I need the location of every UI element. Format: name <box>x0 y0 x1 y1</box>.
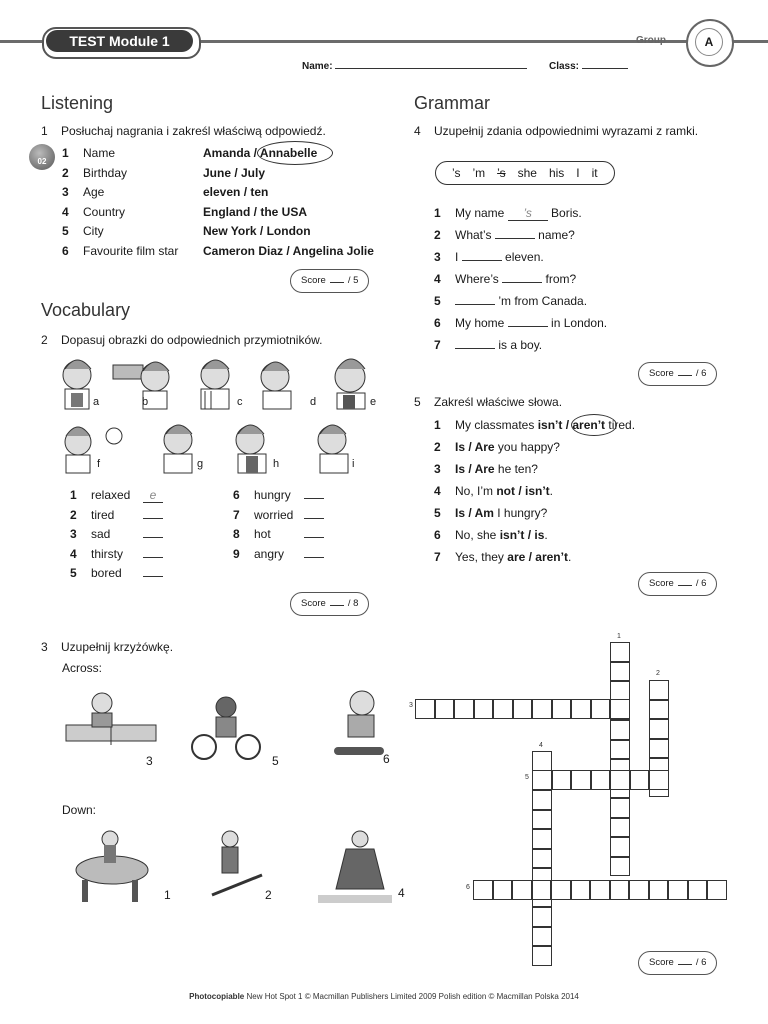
vocabulary-title: Vocabulary <box>41 300 131 320</box>
answer-blank[interactable] <box>143 576 163 577</box>
choice[interactable]: isn’t / is <box>499 528 545 542</box>
listening-instruction: 1 Posłuchaj nagrania i zakreśl właściwą odpowiedź. <box>41 124 326 138</box>
crossword-cell[interactable] <box>552 699 572 719</box>
name-field[interactable]: Name: <box>302 61 527 72</box>
list-item: 3 Is / Are he ten? <box>434 462 538 476</box>
crossword-cell[interactable] <box>610 740 630 760</box>
list-item: 4 thirsty <box>70 547 163 567</box>
fill-blank[interactable] <box>462 260 502 261</box>
crossword-cell[interactable] <box>532 849 552 869</box>
pic-label-h: h <box>273 458 280 470</box>
answer-blank[interactable]: e <box>143 488 163 503</box>
pic-label-a: a <box>93 396 100 408</box>
crossword-cell[interactable] <box>473 880 493 900</box>
list-item: 1 My classmates isn’t / aren’t tired. <box>434 418 635 440</box>
grammar5-instruction: 5 Zakreśl właściwe słowa. <box>414 395 563 409</box>
vocabulary-list-left <box>70 488 163 586</box>
crossword-cell[interactable] <box>649 719 669 739</box>
list-item: 1 relaxed e <box>70 488 163 508</box>
cw-num-2: 2 <box>656 670 660 677</box>
word-box: ’s ’m ’s she his I it <box>435 161 615 185</box>
crossword-cell[interactable] <box>649 700 669 720</box>
list-item: 1 Name Amanda / Annabelle <box>62 146 374 166</box>
crossword-cell[interactable] <box>532 751 552 771</box>
crossword-cell[interactable] <box>513 699 533 719</box>
cw-num-5: 5 <box>525 774 529 781</box>
answer-blank[interactable] <box>143 537 163 538</box>
answer-blank[interactable] <box>304 537 324 538</box>
circled-answer <box>571 414 617 436</box>
crossword-cell[interactable] <box>532 810 552 830</box>
crossword-cell[interactable] <box>532 907 552 927</box>
skating-picture <box>318 831 392 903</box>
grammar5-sentences <box>434 418 635 572</box>
list-item: 9 angry <box>233 547 324 567</box>
listening-answer[interactable]: England / the USA <box>203 204 308 219</box>
listening-answer[interactable]: New York / London <box>203 224 311 238</box>
crossword-cell[interactable] <box>610 720 630 740</box>
crossword-cell[interactable] <box>591 770 611 790</box>
boy-picture-d <box>261 362 291 409</box>
crossword-cell[interactable] <box>493 699 513 719</box>
pic-label-d: d <box>310 396 317 408</box>
crossword-cell[interactable] <box>610 798 630 818</box>
list-item: 7 Yes, they are / aren’t. <box>434 550 572 564</box>
pic-label-f: f <box>97 458 101 470</box>
grammar-sentences <box>434 206 607 360</box>
crossword-cell[interactable] <box>668 880 688 900</box>
footer: Photocopiable New Hot Spot 1 © Macmillan Publishers Limited 2009 Polish edition © Macmillan Polska 2014 <box>189 992 579 1001</box>
crossword-cell[interactable] <box>415 699 435 719</box>
crossword-cell[interactable] <box>571 880 591 900</box>
class-line[interactable] <box>582 68 628 69</box>
list-item: 4 Where’s from? <box>434 272 577 286</box>
crossword-cell[interactable] <box>610 681 630 701</box>
choice[interactable]: are / aren’t <box>507 550 568 564</box>
skateboarding-picture <box>334 691 384 755</box>
crossword-cell[interactable] <box>610 837 630 857</box>
crossword-cell[interactable] <box>610 818 630 838</box>
table-tennis-picture <box>66 693 156 745</box>
crossword-cell[interactable] <box>552 770 572 790</box>
list-item: 6 No, she isn’t / is. <box>434 528 548 542</box>
listening-title: Listening <box>41 93 114 113</box>
module-badge: TEST Module 1 <box>46 30 193 52</box>
crossword-score: Score / 6 <box>638 951 717 975</box>
crossword-cell[interactable] <box>629 880 649 900</box>
listening-list <box>62 146 374 263</box>
cw-num-6: 6 <box>466 884 470 891</box>
pic-label-i: i <box>352 458 355 470</box>
list-item: 3 Age eleven / ten <box>62 185 269 199</box>
pic-label-g: g <box>197 458 204 470</box>
across-num-6: 6 <box>383 752 390 766</box>
choice[interactable]: not / isn’t <box>496 484 550 498</box>
listening-answer[interactable]: June / July <box>203 165 266 180</box>
list-item: 5 bored <box>70 566 163 586</box>
across-label: Across: <box>62 661 103 675</box>
choice[interactable]: Is / Are <box>455 462 495 476</box>
answer-blank[interactable] <box>304 498 324 499</box>
list-item: 3 sad <box>70 527 163 547</box>
list-item: 5 City New York / London <box>62 224 311 238</box>
listening-score: Score / 5 <box>290 269 369 293</box>
list-item: 2 Is / Are you happy? <box>434 440 560 454</box>
crossword-cell[interactable] <box>532 927 552 947</box>
crossword-cell[interactable] <box>630 770 650 790</box>
crossword-cell[interactable] <box>435 699 455 719</box>
circled-answer <box>257 141 333 165</box>
boy-picture-i <box>318 425 348 473</box>
answer-blank[interactable] <box>143 518 163 519</box>
crossword-cell[interactable] <box>610 857 630 877</box>
crossword-cell[interactable] <box>649 880 669 900</box>
list-item: 2 Birthday June / July <box>62 165 266 180</box>
cycling-picture <box>192 697 260 759</box>
crossword-cell[interactable] <box>493 880 513 900</box>
crossword-cell[interactable] <box>649 739 669 759</box>
crossword-cell[interactable] <box>474 699 494 719</box>
crossword-cell[interactable] <box>532 770 552 790</box>
list-item: 3 I eleven. <box>434 250 544 264</box>
down-num-1: 1 <box>164 888 171 902</box>
crossword-cell[interactable] <box>571 699 591 719</box>
down-label: Down: <box>62 803 97 817</box>
crossword-cell[interactable] <box>551 880 571 900</box>
across-num-5: 5 <box>272 754 279 768</box>
crossword-cell[interactable] <box>512 880 532 900</box>
fill-blank[interactable]: ’s <box>508 206 548 221</box>
cw-num-4: 4 <box>539 742 543 749</box>
list-item: 1 My name ’s Boris. <box>434 206 582 220</box>
crossword-cell[interactable] <box>571 770 591 790</box>
boy-picture-e <box>335 359 365 409</box>
crossword-cell[interactable] <box>454 699 474 719</box>
list-item: 5 Is / Am I hungry? <box>434 506 548 520</box>
grammar-instruction: 4 Uzupełnij zdania odpowiednimi wyrazami z ramki. <box>414 124 699 138</box>
boy-picture-c <box>201 360 229 409</box>
grammar-title: Grammar <box>414 93 490 113</box>
crossword-cell[interactable] <box>649 770 669 790</box>
down-num-2: 2 <box>265 888 272 902</box>
fill-blank[interactable] <box>502 282 542 283</box>
down-num-4: 4 <box>398 886 405 900</box>
boy-picture-b <box>113 362 169 409</box>
list-item: 2 What’s name? <box>434 228 575 242</box>
crossword-cell[interactable] <box>610 699 630 719</box>
horse-riding-picture <box>76 831 148 902</box>
crossword-cell[interactable] <box>532 699 552 719</box>
vocabulary-pictures-row1 <box>55 355 385 415</box>
vocabulary-instruction: 2 Dopasuj obrazki do odpowiednich przymiotników. <box>41 333 323 347</box>
answer-blank[interactable] <box>304 518 324 519</box>
fill-blank[interactable] <box>508 326 548 327</box>
across-num-3: 3 <box>146 754 153 768</box>
cd-icon: 02 <box>29 144 55 170</box>
list-item: 2 tired <box>70 508 163 528</box>
crossword-cell[interactable] <box>591 699 611 719</box>
listening-answer[interactable]: eleven / ten <box>203 185 269 199</box>
fill-blank[interactable] <box>495 238 535 239</box>
list-item: 7 worried <box>233 508 324 528</box>
list-item: 6 My home in London. <box>434 316 608 330</box>
listening-answer[interactable]: Cameron Diaz / Angelina Jolie <box>203 243 374 258</box>
crossword-cell[interactable] <box>532 946 552 966</box>
cw-num-3: 3 <box>409 702 413 709</box>
fill-blank[interactable] <box>455 304 495 305</box>
crossword-cell[interactable] <box>590 880 610 900</box>
grammar-score: Score / 6 <box>638 362 717 386</box>
list-item: 4 No, I’m not / isn’t. <box>434 484 554 498</box>
boy-picture-h <box>236 425 266 473</box>
crossword-cell[interactable] <box>610 662 630 682</box>
crossword-cell[interactable] <box>688 880 708 900</box>
pic-label-c: c <box>237 396 243 408</box>
crossword-cell[interactable] <box>532 880 552 900</box>
crossword-cell[interactable] <box>610 770 630 790</box>
list-item: 6 Favourite film star Cameron Diaz / Angelina Jolie <box>62 243 374 258</box>
boy-picture-f <box>65 427 122 473</box>
crossword-cell[interactable] <box>610 880 630 900</box>
list-item: 8 hot <box>233 527 324 547</box>
name-line[interactable] <box>335 68 527 69</box>
answer-blank[interactable] <box>304 557 324 558</box>
grammar5-score: Score / 6 <box>638 572 717 596</box>
boy-picture-a <box>63 360 91 409</box>
crossword-cell[interactable] <box>707 880 727 900</box>
crossword-cell[interactable] <box>649 680 669 700</box>
listening-answer[interactable]: Amanda / Annabelle <box>203 146 317 160</box>
choice[interactable]: Is / Are <box>455 440 495 454</box>
choice[interactable]: isn’t / aren’t <box>538 418 605 432</box>
fill-blank[interactable] <box>455 348 495 349</box>
list-item: 7 is a boy. <box>434 338 543 352</box>
vocabulary-pictures-row2 <box>60 420 360 475</box>
list-item: 5 ’m from Canada. <box>434 294 588 308</box>
down-pictures <box>62 825 392 915</box>
group-letter: A <box>695 28 723 56</box>
list-item: 6 hungry <box>233 488 324 508</box>
pic-label-b: b <box>142 396 149 408</box>
cw-num-1: 1 <box>617 633 621 640</box>
list-item: 4 Country England / the USA <box>62 204 308 219</box>
choice[interactable]: Is / Am <box>455 506 494 520</box>
crossword-instruction: 3 Uzupełnij krzyżówkę. <box>41 640 174 654</box>
class-field[interactable]: Class: <box>549 61 628 72</box>
crossword-cell[interactable] <box>532 829 552 849</box>
boy-picture-g <box>164 425 192 473</box>
crossword-cell[interactable] <box>532 790 552 810</box>
group-label: Group <box>636 35 666 46</box>
across-pictures <box>62 685 392 780</box>
skiing-picture <box>212 831 262 895</box>
vocabulary-score: Score / 8 <box>290 592 369 616</box>
crossword-cell[interactable] <box>610 642 630 662</box>
vocabulary-list-right <box>233 488 324 566</box>
pic-label-e: e <box>370 396 377 408</box>
answer-blank[interactable] <box>143 557 163 558</box>
